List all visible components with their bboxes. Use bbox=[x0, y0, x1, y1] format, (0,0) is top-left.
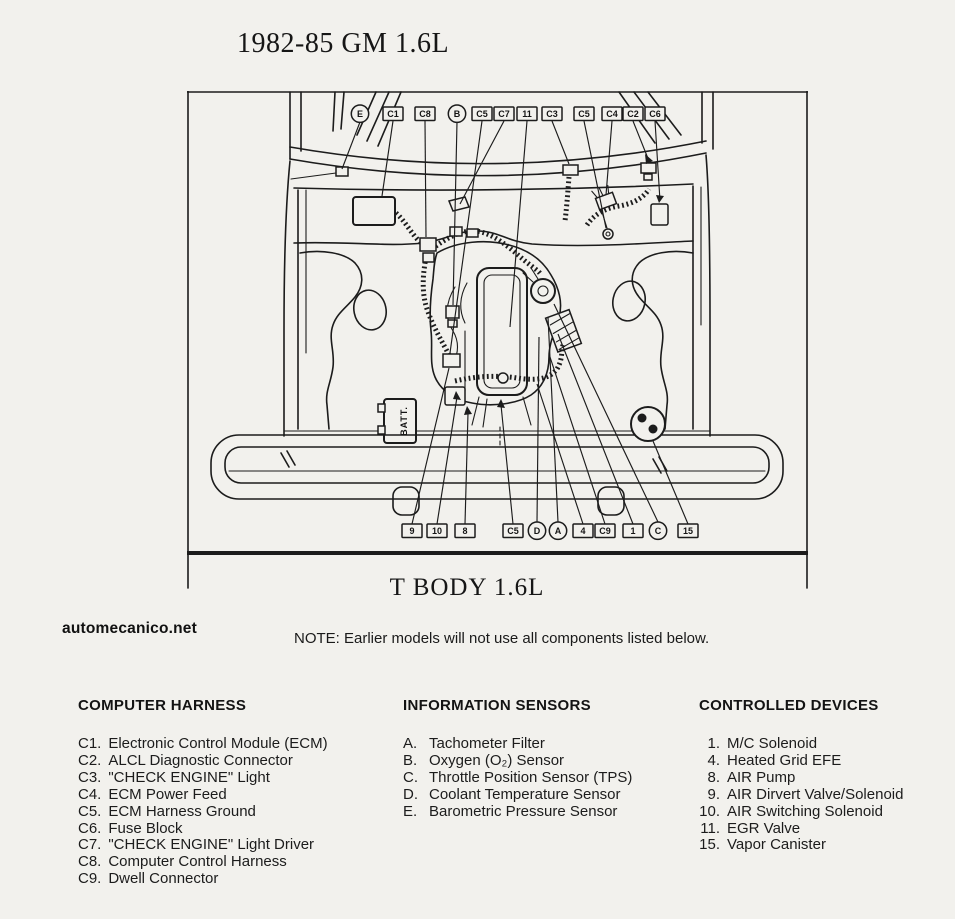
legend-computer-harness bbox=[78, 697, 328, 888]
top-callout-c6 bbox=[645, 107, 665, 121]
svg-text:9: 9 bbox=[409, 526, 415, 536]
engine-bay-diagram-svg bbox=[187, 91, 808, 591]
legend-item: C7. "CHECK ENGINE" Light Driver bbox=[78, 836, 315, 854]
oxygen-sensor-connector bbox=[446, 306, 459, 318]
top-callouts bbox=[351, 105, 665, 122]
svg-text:C4: C4 bbox=[606, 109, 618, 119]
note-text: NOTE: Earlier models will not use all components listed below. bbox=[294, 630, 710, 647]
bottom-callouts bbox=[402, 522, 698, 539]
bottom-callout-4 bbox=[573, 524, 593, 538]
top-callout-b bbox=[448, 105, 465, 122]
legend-item: E. Barometric Pressure Sensor bbox=[403, 802, 618, 820]
top-callout-c7 bbox=[494, 107, 514, 121]
bulkhead-connector bbox=[563, 165, 578, 175]
fuse-block bbox=[651, 204, 668, 225]
legend-heading: CONTROLLED DEVICES bbox=[699, 697, 879, 714]
svg-text:C5: C5 bbox=[578, 109, 590, 119]
ground-ring bbox=[603, 229, 613, 239]
bottom-callout-d bbox=[528, 522, 545, 539]
svg-text:15: 15 bbox=[682, 526, 694, 536]
svg-text:C5: C5 bbox=[507, 526, 519, 536]
bottom-callout-c bbox=[649, 522, 666, 539]
svg-text:C: C bbox=[654, 526, 662, 536]
right-fender bbox=[609, 251, 693, 429]
ecm-module bbox=[353, 197, 395, 225]
legend-item: 11. EGR Valve bbox=[700, 819, 801, 837]
top-callout-c5 bbox=[472, 107, 492, 121]
check-engine-driver-connector bbox=[449, 197, 469, 211]
bottom-callout-9 bbox=[402, 524, 422, 538]
distributor bbox=[531, 279, 555, 303]
bottom-callout-1 bbox=[623, 524, 643, 538]
vapor-canister bbox=[631, 407, 665, 441]
page-title: 1982-85 GM 1.6L bbox=[237, 28, 450, 59]
bottom-callout-8 bbox=[455, 524, 475, 538]
svg-text:C9: C9 bbox=[599, 526, 611, 536]
top-callout-11 bbox=[517, 107, 537, 121]
legend-item: A. Tachometer Filter bbox=[403, 735, 545, 752]
svg-text:C8: C8 bbox=[419, 109, 431, 119]
svg-text:8: 8 bbox=[462, 526, 468, 536]
svg-text:11: 11 bbox=[522, 109, 532, 119]
svg-text:C7: C7 bbox=[498, 109, 510, 119]
diagram-caption: T BODY 1.6L bbox=[389, 574, 545, 601]
svg-text:1: 1 bbox=[630, 526, 636, 536]
svg-text:C1: C1 bbox=[387, 109, 399, 119]
legend-item: 4. Heated Grid EFE bbox=[707, 751, 842, 769]
legend-item: 15. Vapor Canister bbox=[699, 836, 826, 854]
legend-item: C5. ECM Harness Ground bbox=[78, 802, 256, 820]
watermark-url: automecanico.net bbox=[62, 620, 197, 637]
svg-text:C2: C2 bbox=[627, 109, 639, 119]
legend-heading: INFORMATION SENSORS bbox=[403, 697, 591, 714]
svg-text:10: 10 bbox=[431, 526, 443, 536]
alcl-connector bbox=[641, 163, 656, 173]
legend-item: C2. ALCL Diagnostic Connector bbox=[78, 751, 293, 769]
legend-item: C4. ECM Power Feed bbox=[78, 785, 227, 803]
top-callout-c2 bbox=[623, 107, 643, 121]
svg-text:C3: C3 bbox=[546, 109, 558, 119]
legend-item: C9. Dwell Connector bbox=[78, 870, 219, 888]
top-callout-e bbox=[351, 105, 368, 122]
air-divert-valve bbox=[443, 354, 460, 367]
legend-item: D. Coolant Temperature Sensor bbox=[403, 785, 621, 803]
front-bumper bbox=[211, 427, 783, 515]
svg-text:D: D bbox=[533, 526, 541, 536]
legend-item: C6. Fuse Block bbox=[78, 819, 183, 837]
top-callout-c3 bbox=[542, 107, 562, 121]
svg-text:C6: C6 bbox=[649, 109, 661, 119]
svg-text:4: 4 bbox=[580, 526, 586, 536]
top-callout-c4 bbox=[602, 107, 622, 121]
legend-item: B. Oxygen (O₂) Sensor bbox=[403, 751, 565, 769]
legend-information-sensors bbox=[403, 697, 632, 821]
legend-item: C1. Electronic Control Module (ECM) bbox=[78, 735, 328, 752]
legend-item: 8. AIR Pump bbox=[707, 768, 796, 786]
bottom-callout-a bbox=[549, 522, 566, 539]
legend-controlled-devices bbox=[694, 697, 903, 854]
legend-item: 9. AIR Dirvert Valve/Solenoid bbox=[707, 785, 904, 803]
left-fender bbox=[300, 251, 390, 429]
top-callout-c5b bbox=[574, 107, 594, 121]
top-callout-c8 bbox=[415, 107, 435, 121]
legend-item: C. Throttle Position Sensor (TPS) bbox=[403, 768, 633, 786]
bottom-callout-10 bbox=[427, 524, 447, 538]
svg-text:B: B bbox=[453, 109, 461, 119]
svg-text:E: E bbox=[356, 109, 364, 119]
battery bbox=[378, 399, 416, 443]
bottom-callout-15 bbox=[678, 524, 698, 538]
legend-item: 1. M/C Solenoid bbox=[707, 735, 818, 752]
legend-item: 10. AIR Switching Solenoid bbox=[699, 802, 883, 820]
bottom-callout-c5 bbox=[503, 524, 523, 538]
harness-junction bbox=[420, 238, 436, 251]
legend-heading: COMPUTER HARNESS bbox=[78, 697, 247, 714]
svg-text:C5: C5 bbox=[476, 109, 488, 119]
legend-item: C8. Computer Control Harness bbox=[78, 853, 287, 871]
legend-item: C3. "CHECK ENGINE" Light bbox=[78, 768, 270, 786]
bottom-callout-c9 bbox=[595, 524, 615, 538]
top-callout-c1 bbox=[383, 107, 403, 121]
battery-label: BATT. bbox=[399, 406, 409, 436]
engine-bay-diagram bbox=[187, 91, 808, 591]
svg-text:A: A bbox=[554, 526, 562, 536]
